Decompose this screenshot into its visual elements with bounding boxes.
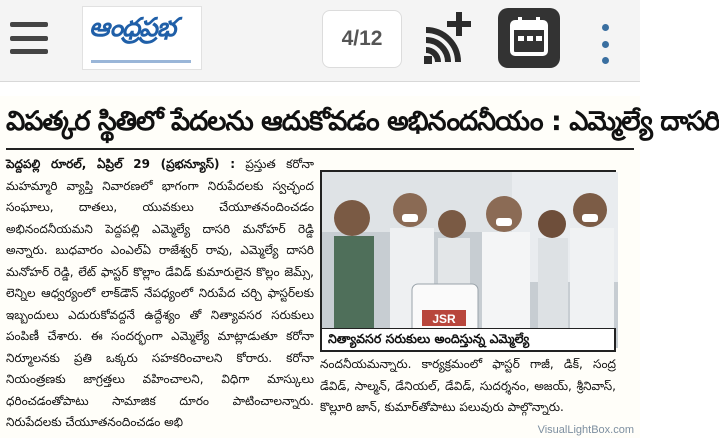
bag-label: JSR [432,312,456,326]
article-headline: విపత్కర స్థితిలో పేదలను ఆదుకోవడం అభినందనీయం : ఎమ్మెల్యే దాసరి [6,106,719,137]
add-feed-icon[interactable] [420,8,480,70]
article-body-left [6,154,314,434]
headline-divider [6,148,634,150]
newspaper-logo[interactable] [82,6,202,70]
article-body-right: నందనీయమన్నారు. కార్యక్రమంలో ఫాస్టర్ గాజీ, డిక్, సంద్ర డేవిడ్, సాల్మన్, డేనియల్, డేవిడ్, సుదర్శనం, అజయ్, శ్రీనివాస్, కొల్లూరి జాన్, కుమార్‌తోపాటు పలువురు పాల్గొన్నారు. [320,357,616,414]
menu-icon[interactable] [8,18,50,58]
article-body-text: ప్రస్తుత కరోనా మహమ్మారి వ్యాప్తి నివారణలో భాగంగా నిరుపేదలకు స్వచ్ఛంద సంఘాలు, దాతలు, యువకులు చేయూతనందించడం అభినందనీయమని పెద్దపల్లి ఎమ్మెల్యే దాసరి మనోహర్ రెడ్డి అన్నారు. బుధవారం ఎంఎల్ఏ రాజేశ్వర్ రావు, ఎమ్మెల్యే దాసరి మనోహర్ రెడ్డి, లేట్ ఫాస్టర్ కొల్లాం డేవిడ్ కుమారులైన కొల్లం జెమ్స్, లెన్నిల ఆధ్వర్యంలో లాక్‌డౌన్ నేపధ్యంలో నిరుపేద చర్చి ఫాస్టర్‌లకు ఇబ్బందులు ఎదురుకోవద్దనే ఉద్దేశ్యం తో నిత్యావసర సరుకులు పంపిణీ చేశారు. ఈ సందర్భంగా ఎమ్మెల్యే మాట్లాడుతూ కరోనా నిర్మూలనకు ప్రతి ఒక్కరు సహకరించాలని కోరారు. కరోనా నియంత్రణకు జాగ్రత్తలు వహించాలని, విధిగా మాస్కులు ధరించడంతోపాటు సామాజిక దూరం పాటించాలన్నారు. నిరుపేదలకు చేయూతనందించడం అభి [6,157,314,429]
article-clipping [0,96,719,438]
article-photo [320,170,616,346]
calendar-icon[interactable] [498,8,560,68]
article-dateline: పెద్దపల్లి రూరల్, ఏప్రిల్ 29 (ప్రభన్యూస్) : [6,157,235,171]
page-indicator[interactable]: 4/12 [322,10,402,68]
photo-caption: నిత్యావసర సరుకులు అందిస్తున్న ఎమ్మెల్యే [320,328,616,352]
logo-text: ఆంధ్రప్రభ [89,13,176,43]
logo-underline [91,60,191,63]
watermark-text: VisualLightBox.com [537,424,634,436]
more-vert-icon[interactable] [598,24,612,64]
app-top-bar [0,0,640,82]
